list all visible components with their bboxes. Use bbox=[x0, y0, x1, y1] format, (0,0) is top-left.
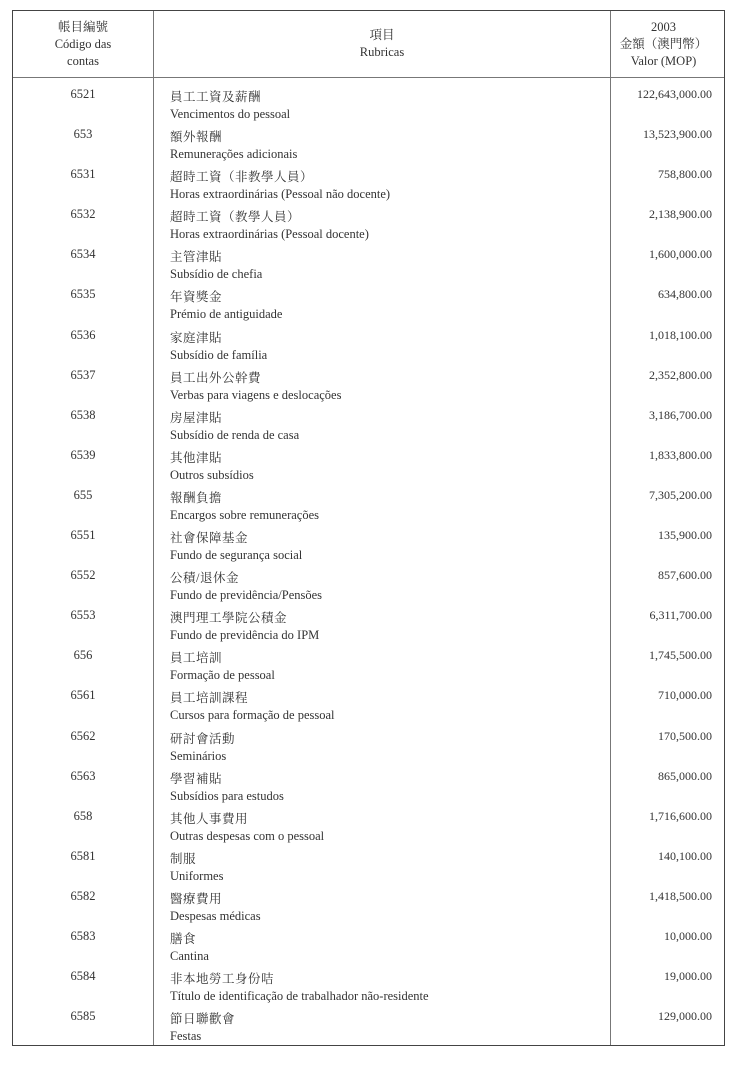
item-zh: 員工工資及薪酬 bbox=[170, 90, 262, 104]
item-value: 1,745,500.00 bbox=[649, 648, 712, 663]
account-code: 6562 bbox=[70, 728, 96, 743]
account-code: 6584 bbox=[70, 969, 96, 984]
table-row bbox=[13, 926, 724, 966]
table-row bbox=[13, 846, 724, 886]
item-pt: Vencimentos do pessoal bbox=[170, 107, 291, 121]
item-value: 6,311,700.00 bbox=[649, 608, 712, 623]
item-value: 758,800.00 bbox=[658, 167, 712, 182]
item-pt: Cantina bbox=[170, 948, 209, 963]
item-zh: 社會保障基金 bbox=[170, 531, 249, 546]
header-code-pt-1: Código das bbox=[54, 36, 112, 51]
item-value: 634,800.00 bbox=[658, 287, 712, 302]
item-value: 2,352,800.00 bbox=[649, 367, 712, 382]
item-value: 7,305,200.00 bbox=[649, 487, 712, 502]
table-row bbox=[13, 405, 724, 445]
item-zh: 學習補貼 bbox=[170, 771, 223, 786]
item-zh: 主管津貼 bbox=[170, 250, 223, 265]
item-pt: Horas extraordinárias (Pessoal docente) bbox=[170, 227, 369, 242]
item-zh: 員工出外公幹費 bbox=[170, 370, 262, 385]
account-code: 6539 bbox=[70, 447, 96, 462]
account-code: 6553 bbox=[70, 608, 96, 623]
table-body bbox=[13, 84, 724, 1046]
item-zh: 公積/退休金 bbox=[170, 571, 239, 586]
item-pt: Subsídio de família bbox=[170, 347, 268, 362]
table-row bbox=[13, 726, 724, 766]
item-zh: 膳食 bbox=[170, 931, 197, 946]
table-row bbox=[13, 525, 724, 565]
item-zh: 其他人事費用 bbox=[170, 811, 249, 826]
item-zh: 制服 bbox=[170, 851, 197, 866]
account-code: 6538 bbox=[70, 407, 96, 422]
item-pt: Formação de pessoal bbox=[170, 668, 275, 683]
account-code: 658 bbox=[73, 808, 93, 823]
item-pt: Cursos para formação de pessoal bbox=[170, 708, 335, 723]
item-pt: Encargos sobre remunerações bbox=[170, 507, 320, 522]
item-value: 129,000.00 bbox=[658, 1009, 712, 1024]
table-row bbox=[13, 806, 724, 846]
item-value: 2,138,900.00 bbox=[649, 207, 712, 222]
item-zh: 醫療費用 bbox=[170, 891, 223, 906]
account-code: 6585 bbox=[70, 1009, 96, 1024]
item-value: 1,018,100.00 bbox=[649, 327, 712, 342]
item-value: 13,523,900.00 bbox=[643, 127, 712, 142]
item-pt: Remunerações adicionais bbox=[170, 147, 298, 162]
item-value: 3,186,700.00 bbox=[649, 407, 712, 422]
account-code: 656 bbox=[73, 648, 93, 663]
header-value bbox=[611, 11, 724, 77]
account-code: 6537 bbox=[70, 367, 96, 382]
table-header bbox=[13, 11, 724, 78]
item-zh: 節日聯歡會 bbox=[170, 1012, 236, 1027]
item-zh: 非本地勞工身份咭 bbox=[170, 972, 275, 987]
item-value: 135,900.00 bbox=[658, 528, 712, 543]
item-pt: Horas extraordinárias (Pessoal não docente) bbox=[170, 187, 391, 202]
account-code: 6521 bbox=[70, 87, 96, 101]
table-row bbox=[13, 605, 724, 645]
table-row bbox=[13, 886, 724, 926]
item-zh: 超時工資（非教學人員） bbox=[170, 170, 314, 185]
item-zh: 澳門理工學院公積金 bbox=[170, 611, 288, 626]
table-row bbox=[13, 766, 724, 806]
item-zh: 超時工資（教學人員） bbox=[170, 210, 301, 225]
item-value: 19,000.00 bbox=[664, 969, 712, 984]
header-code-pt-2: contas bbox=[67, 53, 99, 68]
header-year: 2003 bbox=[651, 19, 676, 34]
account-code: 6534 bbox=[70, 247, 96, 262]
table-row bbox=[13, 244, 724, 284]
item-zh: 年資獎金 bbox=[170, 290, 223, 305]
table-row bbox=[13, 365, 724, 405]
item-pt: Uniformes bbox=[170, 868, 224, 883]
item-zh: 家庭津貼 bbox=[170, 330, 223, 345]
table-row bbox=[13, 645, 724, 685]
item-value: 10,000.00 bbox=[664, 928, 712, 943]
item-zh: 其他津貼 bbox=[170, 450, 223, 465]
table-row bbox=[13, 164, 724, 204]
table-row bbox=[13, 485, 724, 525]
item-pt: Verbas para viagens e deslocações bbox=[170, 387, 342, 402]
item-zh: 研討會活動 bbox=[170, 731, 236, 746]
item-value: 170,500.00 bbox=[658, 728, 712, 743]
item-pt: Fundo de previdência do IPM bbox=[170, 628, 320, 643]
header-code-zh: 帳目編號 bbox=[57, 19, 108, 34]
item-zh: 房屋津貼 bbox=[170, 410, 223, 425]
item-pt: Subsídio de chefia bbox=[170, 267, 263, 282]
item-value: 857,600.00 bbox=[658, 568, 712, 583]
item-value: 1,716,600.00 bbox=[649, 808, 712, 823]
account-code: 6532 bbox=[70, 207, 96, 222]
item-pt: Outras despesas com o pessoal bbox=[170, 828, 325, 843]
header-value-zh: 金額（澳門幣） bbox=[619, 36, 708, 51]
item-pt: Prémio de antiguidade bbox=[170, 307, 283, 322]
account-code: 6551 bbox=[70, 528, 96, 543]
item-pt: Título de identificação de trabalhador não-residente bbox=[170, 989, 429, 1004]
account-code: 6582 bbox=[70, 888, 96, 903]
table-row bbox=[13, 284, 724, 324]
item-zh: 額外報酬 bbox=[170, 130, 223, 145]
header-item-zh: 項目 bbox=[369, 28, 395, 42]
table-row bbox=[13, 1006, 724, 1046]
item-value: 140,100.00 bbox=[658, 848, 712, 863]
table-row bbox=[13, 685, 724, 725]
item-value: 710,000.00 bbox=[658, 688, 712, 703]
header-code bbox=[13, 11, 153, 77]
account-code: 6552 bbox=[70, 568, 96, 583]
item-pt: Fundo de segurança social bbox=[170, 548, 303, 563]
account-code: 6563 bbox=[70, 768, 96, 783]
table-row bbox=[13, 84, 724, 124]
header-value-pt: Valor (MOP) bbox=[630, 53, 697, 68]
header-item-pt: Rubricas bbox=[359, 45, 405, 59]
account-code: 6531 bbox=[70, 167, 96, 182]
item-value: 1,418,500.00 bbox=[649, 888, 712, 903]
account-code: 6561 bbox=[70, 688, 96, 703]
item-pt: Fundo de previdência/Pensões bbox=[170, 588, 323, 603]
account-code: 655 bbox=[73, 487, 93, 502]
header-item bbox=[154, 11, 610, 77]
item-pt: Despesas médicas bbox=[170, 908, 261, 923]
table-row bbox=[13, 445, 724, 485]
table-row bbox=[13, 325, 724, 365]
item-zh: 員工培訓課程 bbox=[170, 691, 249, 706]
item-zh: 報酬負擔 bbox=[170, 490, 223, 505]
item-value: 122,643,000.00 bbox=[637, 87, 712, 101]
account-code: 6536 bbox=[70, 327, 96, 342]
budget-table bbox=[12, 10, 725, 1046]
table-row bbox=[13, 124, 724, 164]
item-zh: 員工培訓 bbox=[170, 651, 223, 666]
account-code: 6535 bbox=[70, 287, 96, 302]
account-code: 653 bbox=[73, 127, 93, 142]
item-pt: Outros subsídios bbox=[170, 467, 254, 482]
table-row bbox=[13, 204, 724, 244]
table-row bbox=[13, 565, 724, 605]
item-pt: Subsídio de renda de casa bbox=[170, 427, 300, 442]
account-code: 6581 bbox=[70, 848, 96, 863]
item-value: 865,000.00 bbox=[658, 768, 712, 783]
table-row bbox=[13, 966, 724, 1006]
item-pt: Seminários bbox=[170, 748, 227, 763]
account-code: 6583 bbox=[70, 928, 96, 943]
item-value: 1,833,800.00 bbox=[649, 447, 712, 462]
item-pt: Subsídios para estudos bbox=[170, 788, 284, 803]
item-pt: Festas bbox=[170, 1029, 202, 1044]
item-value: 1,600,000.00 bbox=[649, 247, 712, 262]
